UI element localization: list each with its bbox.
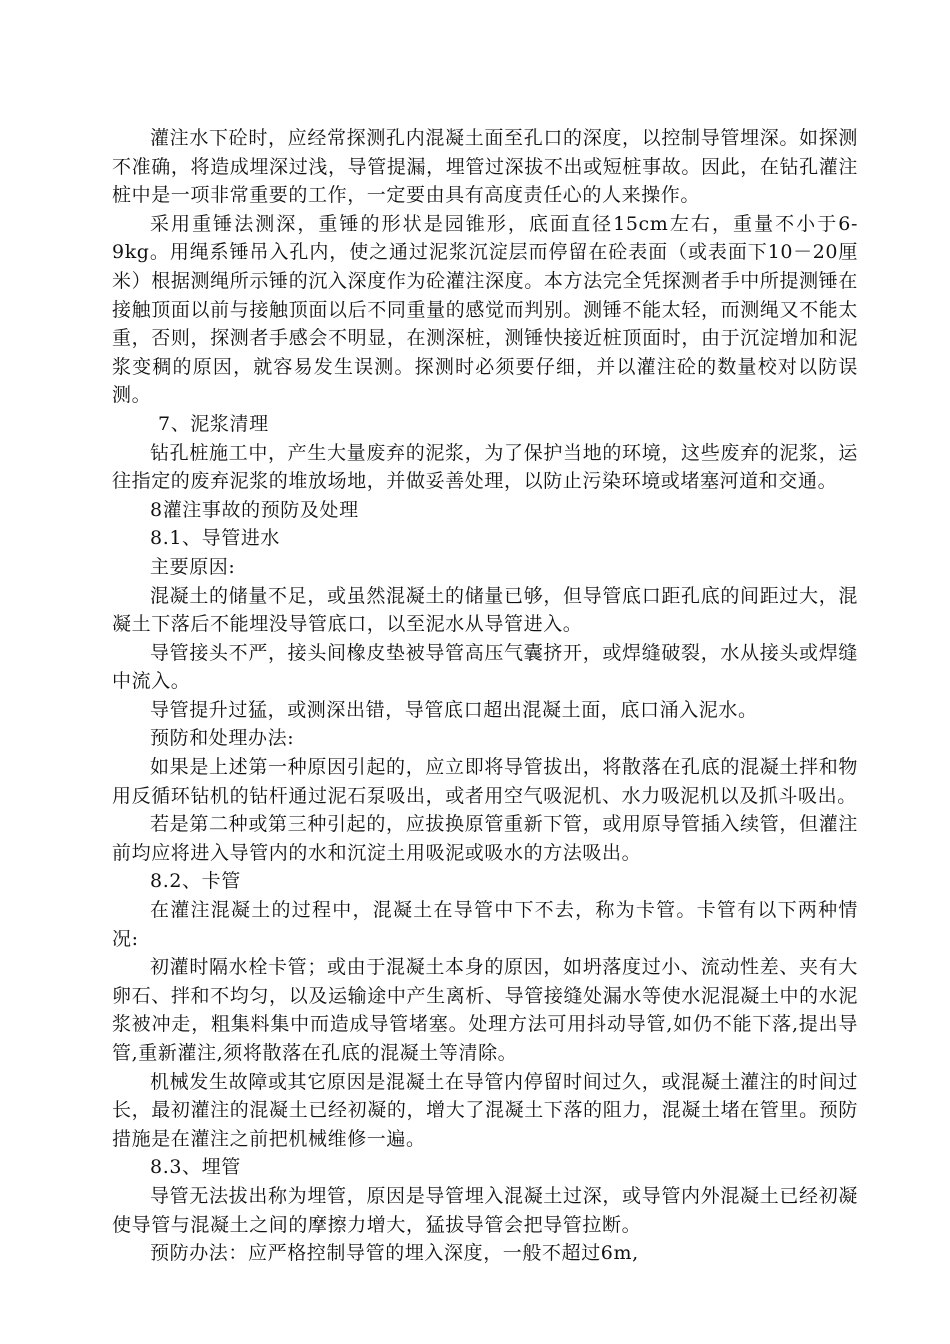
paragraph-cause-joint-leak: 导管接头不严，接头间橡皮垫被导管高压气囊挤开，或焊缝破裂，水从接头或焊缝中流入。 [112,641,858,693]
label-prevention-and-handling: 预防和处理办法: [150,727,295,750]
paragraph-handling-first-cause: 如果是上述第一种原因引起的，应立即将导管拔出，将散落在孔底的混凝土拌和物用反循环钻机的钻杆通过泥石泵吸出，或者用空气吸泥机、水力吸泥机以及抓斗吸出。 [112,756,858,807]
subsection-heading-buried-pipe: 8.3、埋管 [150,1156,241,1179]
paragraph-cause-insufficient-concrete: 混凝土的储量不足，或虽然混凝土的储量已够，但导管底口距孔底的间距过大，混凝土下落后不能埋没导管底口，以至泥水从导管进入。 [112,584,858,636]
subsection-heading-pipe-blockage: 8.2、卡管 [150,870,241,893]
paragraph-blockage-definition: 在灌注混凝土的过程中，混凝土在导管中下不去，称为卡管。卡管有以下两种情况: [112,899,858,950]
paragraph-concrete-depth-probing: 灌注水下砼时，应经常探测孔内混凝土面至孔口的深度，以控制导管埋深。如探测不准确，将造成埋深过浅，导管提漏，埋管过深拔不出或短桩事故。因此，在钻孔灌注桩中是一项非常重要的工作，一定要由具有高度责任心的人来操作。 [112,127,858,207]
paragraph-blockage-initial-pour: 初灌时隔水栓卡管；或由于混凝土本身的原因，如坍落度过小、流动性差、夹有大卵石、拌和不均匀，以及运输途中产生离析、导管接缝处漏水等使水泥混凝土中的水泥浆被冲走，粗集料集中而造成导管堵塞。处理方法可用抖动导管,如仍不能下落,提出导管,重新灌注,须将散落在孔底的混凝土等清除。 [112,956,858,1064]
paragraph-blockage-machine-failure: 机械发生故障或其它原因是混凝土在导管内停留时间过久，或混凝土灌注的时间过长，最初灌注的混凝土已经初凝的，增大了混凝土下落的阻力，混凝土堵在管里。预防措施是在灌注之前把机械维修一遍。 [112,1070,858,1150]
subsection-heading-pipe-water-ingress: 8.1、导管进水 [150,527,281,550]
paragraph-buried-pipe-cause: 导管无法拔出称为埋管，原因是导管埋入混凝土过深，或导管内外混凝土已经初凝使导管与混凝土之间的摩擦力增大，猛拔导管会把导管拉断。 [112,1184,858,1236]
document-body [112,124,858,1268]
paragraph-buried-pipe-prevention: 预防办法：应严格控制导管的埋入深度，一般不超过6m, [150,1242,639,1265]
section-heading-pouring-accidents: 8灌注事故的预防及处理 [150,498,359,521]
paragraph-heavy-hammer-method: 采用重锤法测深，重锤的形状是园锥形，底面直径15cm左右，重量不小于6-9kg。用绳系锤吊入孔内，使之通过泥浆沉淀层而停留在砼表面（或表面下10－20厘米）根据测绳所示锤的沉入深度作为砼灌注深度。本方法完全凭探测者手中所提测锤在接触顶面以前与接触顶面以后不同重量的感觉而判别。测锤不能太轻，而测绳又不能太重，否则，探测者手感会不明显，在测深桩，测锤快接近桩顶面时，由于沉淀增加和泥浆变稠的原因，就容易发生误测。探测时必须要仔细，并以灌注砼的数量校对以防误测。 [112,212,858,407]
section-heading-mud-cleanup: 7、泥浆清理 [158,412,269,435]
paragraph-mud-disposal: 钻孔桩施工中，产生大量废弃的泥浆，为了保护当地的环境，这些废弃的泥浆，运往指定的废弃泥浆的堆放场地，并做妥善处理，以防止污染环境或堵塞河道和交通。 [112,441,858,493]
paragraph-handling-second-third-cause: 若是第二种或第三种引起的，应拔换原管重新下管，或用原导管插入续管，但灌注前均应将进入导管内的水和沉淀土用吸泥或吸水的方法吸出。 [112,813,858,864]
paragraph-cause-lift-too-fast: 导管提升过猛，或测深出错，导管底口超出混凝土面，底口涌入泥水。 [150,698,758,721]
label-main-causes: 主要原因: [150,555,236,578]
